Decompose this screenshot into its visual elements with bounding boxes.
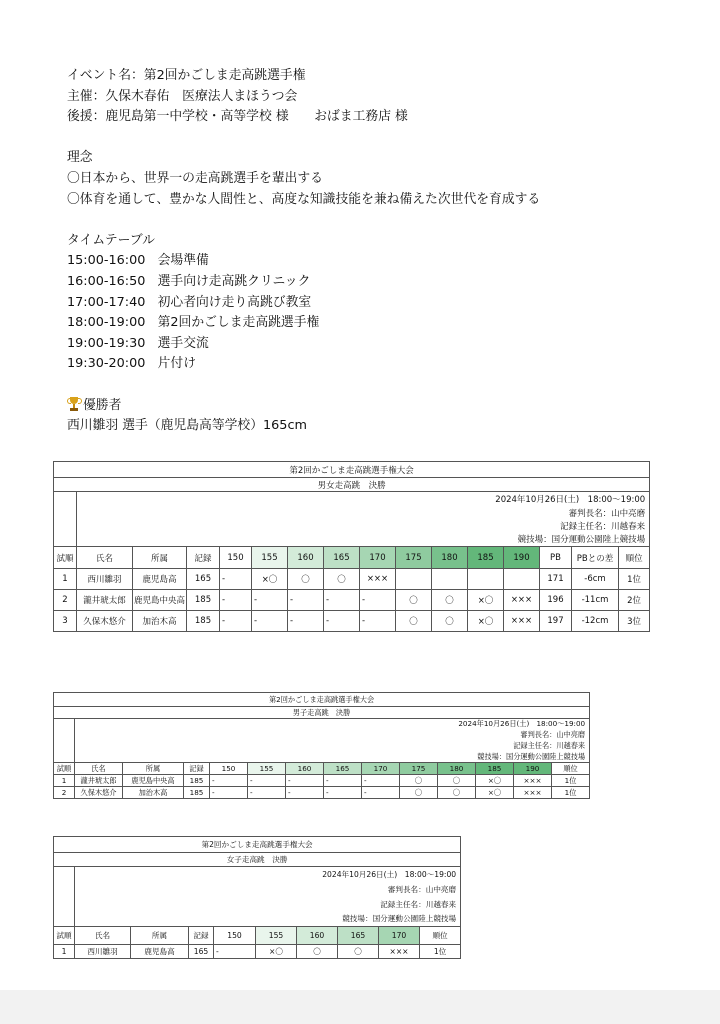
table-cell: ××× (514, 775, 552, 787)
column-header: 180 (438, 763, 476, 775)
spacer-cell (54, 741, 75, 752)
timetable-item: 選手交流 (157, 335, 209, 351)
meta-venue: 競技場：国分運動公園陸上競技場 (75, 912, 461, 927)
column-header: 試順 (54, 763, 75, 775)
meta-venue: 競技場：国分運動公園陸上競技場 (75, 752, 590, 763)
column-header: 165 (338, 927, 379, 945)
column-header: 160 (288, 547, 324, 569)
timetable-item: 第2回かごしま走高跳選手権 (157, 315, 320, 331)
column-header: 165 (324, 547, 360, 569)
table-cell: 〇 (396, 590, 432, 611)
column-header: 所属 (131, 927, 189, 945)
column-header: 185 (476, 763, 514, 775)
table-cell (432, 569, 468, 590)
table-row (54, 611, 650, 632)
table-cell: 〇 (338, 945, 379, 959)
spacer-cell (54, 897, 75, 912)
philosophy-title: 理念 (67, 150, 93, 166)
meta-referee: 審判長名：山中亮磨 (77, 506, 650, 520)
column-header: 氏名 (77, 547, 133, 569)
column-header: 190 (514, 763, 552, 775)
column-header: 175 (396, 547, 432, 569)
table-cell: 3 (54, 611, 77, 632)
table-subtitle: 男子走高跳 決勝 (54, 707, 590, 719)
table-cell: - (220, 569, 252, 590)
table-cell: ×〇 (476, 787, 514, 799)
table-cell: - (362, 775, 400, 787)
table-cell: 165 (189, 945, 214, 959)
timetable-title: タイムテーブル (67, 232, 155, 248)
table-cell: 〇 (400, 787, 438, 799)
table-row (54, 569, 650, 590)
meta-recorder: 記録主任名：川越春来 (75, 741, 590, 752)
table-cell: 185 (184, 775, 210, 787)
table-cell: 2位 (619, 590, 650, 611)
table-cell: 西川雛羽 (77, 569, 133, 590)
table-cell: 鹿児島中央高 (133, 590, 187, 611)
table-cell: - (210, 775, 248, 787)
table-cell: -11cm (572, 590, 619, 611)
column-header: 165 (324, 763, 362, 775)
table-cell: - (288, 611, 324, 632)
table-subtitle: 男女走高跳 決勝 (54, 478, 650, 492)
table-cell: - (248, 787, 286, 799)
winner-title: 優勝者 (83, 397, 122, 413)
table-cell: - (220, 590, 252, 611)
table-cell: 1位 (552, 787, 590, 799)
column-header: 155 (248, 763, 286, 775)
timetable-row (67, 313, 540, 334)
table-cell: 196 (540, 590, 572, 611)
results-table-men (53, 692, 590, 799)
table-title: 第2回かごしま走高跳選手権大会 (54, 462, 650, 478)
column-header: 190 (504, 547, 540, 569)
table-cell: ××× (514, 787, 552, 799)
table-cell: 鹿児島高 (133, 569, 187, 590)
table-row (54, 787, 590, 799)
spacer-cell (54, 752, 75, 763)
column-header: 175 (400, 763, 438, 775)
table-cell: 鹿児島高 (131, 945, 189, 959)
table-cell: - (248, 775, 286, 787)
timetable-row (67, 251, 540, 272)
timetable-time: 19:00-19:30 (67, 335, 146, 351)
table-cell: - (360, 590, 396, 611)
table-cell: - (286, 775, 324, 787)
table-cell (468, 569, 504, 590)
column-header: 所属 (123, 763, 184, 775)
table-cell (396, 569, 432, 590)
spacer-cell (54, 719, 75, 730)
table-cell: 瀧井琥太郎 (77, 590, 133, 611)
table-cell: 〇 (288, 569, 324, 590)
table-cell: - (252, 611, 288, 632)
table-subtitle: 女子走高跳 決勝 (54, 853, 461, 867)
column-header: 170 (379, 927, 420, 945)
meta-referee: 審判長名：山中亮磨 (75, 882, 461, 897)
table-cell: 〇 (432, 590, 468, 611)
timetable-time: 18:00-19:00 (67, 315, 146, 331)
column-header: 170 (362, 763, 400, 775)
table-row (54, 590, 650, 611)
table-cell: 西川雛羽 (75, 945, 131, 959)
philosophy-item: 〇日本から、世界一の走高跳選手を輩出する (67, 170, 323, 186)
column-header: 150 (210, 763, 248, 775)
event-name: イベント名：第2回かごしま走高跳選手権 (67, 68, 306, 83)
table-cell: 1位 (552, 775, 590, 787)
timetable-row (67, 272, 540, 293)
timetable-item: 初心者向け走り高跳び教室 (157, 294, 312, 310)
spacer-cell (54, 867, 75, 882)
table-cell: - (286, 787, 324, 799)
column-header: PBとの差 (572, 547, 619, 569)
table-row (54, 775, 590, 787)
table-cell: ××× (360, 569, 396, 590)
column-header: 試順 (54, 927, 75, 945)
meta-datetime: 2024年10月26日(土) 18:00〜19:00 (75, 719, 590, 730)
column-header: 所属 (133, 547, 187, 569)
table-cell: 〇 (297, 945, 338, 959)
meta-datetime: 2024年10月26日(土) 18:00〜19:00 (75, 867, 461, 882)
spacer-cell (54, 520, 77, 533)
column-header: 155 (256, 927, 297, 945)
table-cell (504, 569, 540, 590)
column-header: 170 (360, 547, 396, 569)
winner-heading (67, 396, 540, 417)
table-cell: 1 (54, 569, 77, 590)
column-header: 160 (286, 763, 324, 775)
meta-recorder: 記録主任名：川越春来 (77, 520, 650, 533)
table-cell: 鹿児島中央高 (123, 775, 184, 787)
table-cell: -6cm (572, 569, 619, 590)
table-cell: - (288, 590, 324, 611)
spacer-cell (54, 912, 75, 927)
timetable-time: 16:00-16:50 (67, 273, 146, 289)
column-header: PB (540, 547, 572, 569)
spacer-cell (54, 492, 77, 506)
timetable-item: 会場準備 (157, 253, 209, 269)
table-cell: 久保木悠介 (77, 611, 133, 632)
table-row (54, 945, 461, 959)
timetable-item: 選手向け走高跳クリニック (157, 273, 311, 289)
meta-referee: 審判長名：山中亮磨 (75, 730, 590, 741)
column-header: 150 (220, 547, 252, 569)
table-cell: 1位 (420, 945, 461, 959)
table-cell: ××× (504, 590, 540, 611)
column-header: 160 (297, 927, 338, 945)
table-title: 第2回かごしま走高跳選手権大会 (54, 837, 461, 853)
table-cell: 3位 (619, 611, 650, 632)
trophy-icon (67, 397, 81, 411)
table-cell: 1 (54, 945, 75, 959)
table-title: 第2回かごしま走高跳選手権大会 (54, 693, 590, 707)
table-cell: 185 (184, 787, 210, 799)
table-cell: 185 (187, 611, 220, 632)
timetable-row (67, 293, 540, 314)
table-cell: 2 (54, 590, 77, 611)
table-cell: ××× (379, 945, 420, 959)
spacer-cell (54, 533, 77, 547)
results-table-mixed (53, 461, 650, 632)
philosophy-item: 〇体育を通して、豊かな人間性と、高度な知識技能を兼ね備えた次世代を育成する (67, 191, 541, 207)
table-cell: 〇 (432, 611, 468, 632)
table-cell: -12cm (572, 611, 619, 632)
column-header: 順位 (619, 547, 650, 569)
table-cell: - (324, 590, 360, 611)
table-cell: 加治木高 (123, 787, 184, 799)
table-cell: ×〇 (468, 590, 504, 611)
table-cell: ×〇 (468, 611, 504, 632)
column-header: 順位 (420, 927, 461, 945)
event-support: 後援：鹿児島第一中学校・高等学校 様 おばま工務店 様 (67, 109, 408, 125)
column-header: 185 (468, 547, 504, 569)
table-cell: 〇 (438, 775, 476, 787)
timetable-time: 19:30-20:00 (67, 356, 146, 372)
table-cell: 197 (540, 611, 572, 632)
column-header: 155 (252, 547, 288, 569)
table-cell: - (324, 787, 362, 799)
spacer-cell (54, 506, 77, 520)
spacer-cell (54, 882, 75, 897)
table-cell: ×〇 (256, 945, 297, 959)
table-cell: - (210, 787, 248, 799)
table-cell: 〇 (396, 611, 432, 632)
column-header: 氏名 (75, 763, 123, 775)
table-cell: ××× (504, 611, 540, 632)
table-cell: 久保木悠介 (75, 787, 123, 799)
table-cell: ×〇 (476, 775, 514, 787)
meta-venue: 競技場：国分運動公園陸上競技場 (77, 533, 650, 547)
column-header: 記録 (189, 927, 214, 945)
column-header: 150 (214, 927, 256, 945)
column-header: 氏名 (75, 927, 131, 945)
table-cell: 加治木高 (133, 611, 187, 632)
results-table-women (53, 836, 461, 959)
table-cell: 2 (54, 787, 75, 799)
table-cell: - (360, 611, 396, 632)
column-header: 試順 (54, 547, 77, 569)
table-cell: 1 (54, 775, 75, 787)
column-header: 180 (432, 547, 468, 569)
table-cell: - (220, 611, 252, 632)
table-cell: 瀧井琥太郎 (75, 775, 123, 787)
column-header: 順位 (552, 763, 590, 775)
table-cell: - (252, 590, 288, 611)
timetable-row (67, 334, 540, 355)
timetable-time: 15:00-16:00 (67, 253, 146, 269)
table-cell: 〇 (400, 775, 438, 787)
meta-datetime: 2024年10月26日(土) 18:00〜19:00 (77, 492, 650, 506)
event-host: 主催：久保木春佑 医療法人まほうつ会 (67, 88, 298, 104)
table-cell: - (324, 611, 360, 632)
event-info (67, 66, 540, 437)
spacer-cell (54, 730, 75, 741)
table-cell: - (324, 775, 362, 787)
table-cell: 165 (187, 569, 220, 590)
column-header: 記録 (184, 763, 210, 775)
timetable-time: 17:00-17:40 (67, 294, 146, 310)
table-cell: 〇 (324, 569, 360, 590)
column-header: 記録 (187, 547, 220, 569)
table-cell: ×〇 (252, 569, 288, 590)
table-cell: - (214, 945, 256, 959)
meta-recorder: 記録主任名：川越春来 (75, 897, 461, 912)
timetable-row (67, 354, 540, 375)
table-cell: 1位 (619, 569, 650, 590)
table-cell: 〇 (438, 787, 476, 799)
table-cell: - (362, 787, 400, 799)
table-cell: 171 (540, 569, 572, 590)
table-cell: 185 (187, 590, 220, 611)
timetable-item: 片付け (157, 356, 196, 372)
winner-text: 西川雛羽 選手（鹿児島高等学校）165cm (67, 418, 307, 434)
